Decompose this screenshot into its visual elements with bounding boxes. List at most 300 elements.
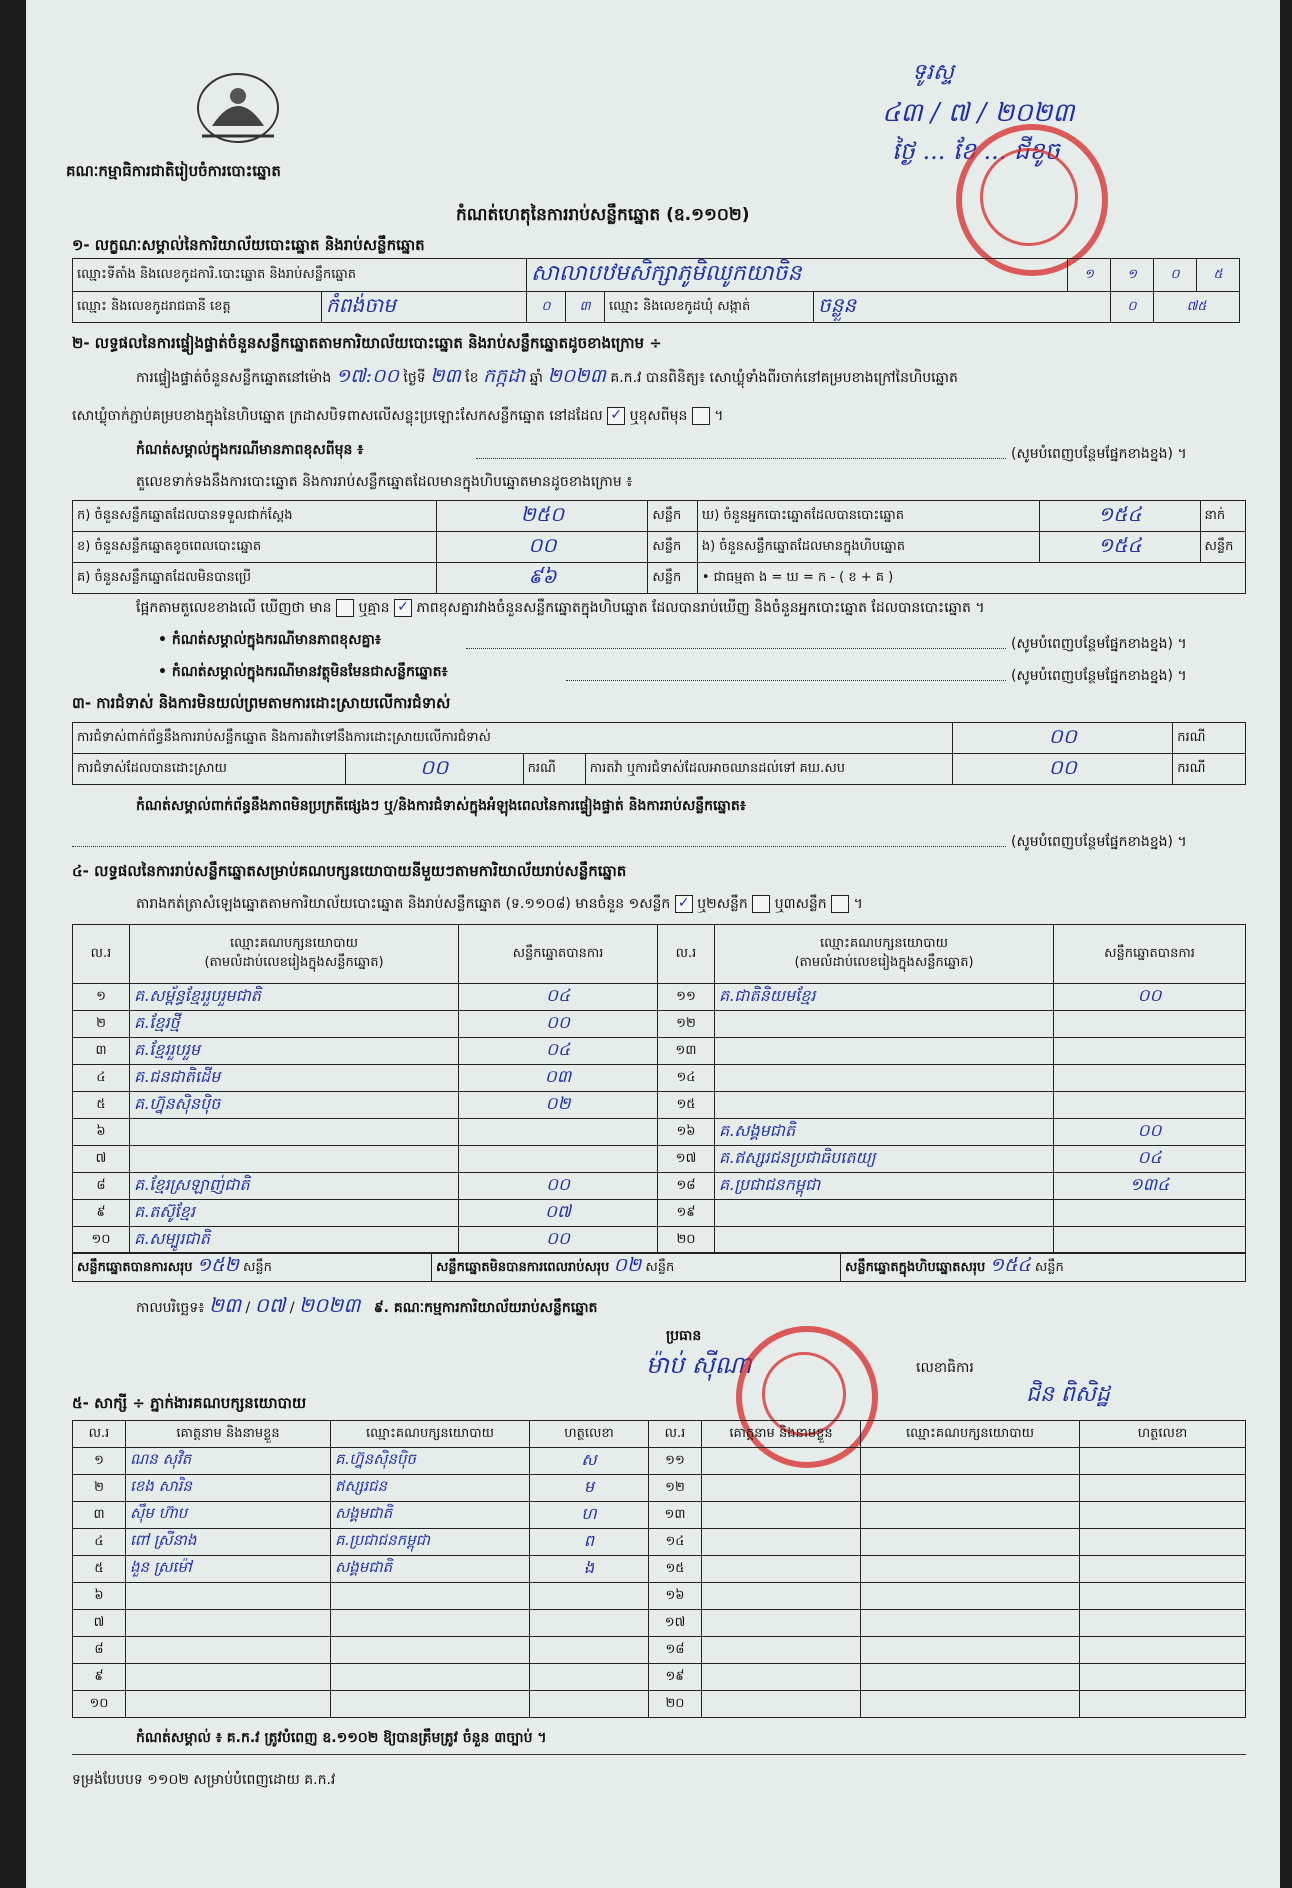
committee-name: គណៈកម្មាធិការជាតិរៀបចំការបោះឆ្នោត	[66, 162, 281, 180]
witness-signature	[1080, 1529, 1246, 1556]
total-valid-value: ១៥២	[196, 1254, 239, 1276]
witness-name	[702, 1610, 861, 1637]
check-time: ១៧:០០	[335, 365, 399, 387]
party-votes: ០០	[459, 1011, 658, 1038]
check-line-2-text: សោឃ្លុំចាក់ភ្ជាប់គម្របខាងក្នុងនៃហិបឆ្នោត ក្រដាសបិទពាសលើសន្លុះប្រឡោះសែកសន្លឹកឆ្នោត នៅដដែល	[72, 408, 603, 424]
check-day: ២៣	[430, 365, 461, 387]
unused-label: គ) ចំនួនសន្លឹកឆ្នោតដែលមិនបានប្រើ	[73, 563, 437, 594]
date-month: ០៧	[254, 1293, 286, 1317]
party-name: គ.ឥស្សរជនប្រជាធិបតេយ្យ	[715, 1146, 1054, 1173]
unused-unit: សន្លឹក	[648, 563, 697, 594]
witness-col-sign-left: ហត្ថលេខា	[530, 1421, 649, 1448]
party-name	[130, 1146, 459, 1173]
witness-name: ស៊ឹម ហ៊ាប	[126, 1502, 331, 1529]
party-votes: ១៣៤	[1054, 1173, 1246, 1200]
spoiled-value: ០០	[528, 533, 557, 557]
witness-col-party-left: ឈ្មោះគណបក្សនយោបាយ	[331, 1421, 530, 1448]
witness-party	[861, 1556, 1080, 1583]
party-votes: ០៤	[459, 984, 658, 1011]
witness-signature	[530, 1664, 649, 1691]
three-sheets-checkbox[interactable]	[831, 895, 849, 913]
date-label: កាលបរិច្ឆេទ៖	[136, 1300, 205, 1316]
party-number: ២	[73, 1011, 130, 1038]
votes-col-party-right-l2: (តាមលំដាប់លេខរៀងក្នុងសន្លឹកឆ្នោត)	[794, 955, 974, 970]
party-number: ១៣	[658, 1038, 715, 1065]
witness-signature	[1080, 1583, 1246, 1610]
votes-row	[73, 1011, 1246, 1038]
date-day: ២៣	[208, 1293, 242, 1317]
witness-number: ១៨	[649, 1637, 702, 1664]
witness-table	[72, 1420, 1246, 1718]
witness-party: សង្គមជាតិ	[331, 1556, 530, 1583]
province-code-1: ០	[541, 298, 551, 314]
party-votes	[1054, 1011, 1246, 1038]
party-votes	[1054, 1092, 1246, 1119]
party-name: គ.ជនជាតិដើម	[130, 1065, 459, 1092]
party-number: ៧	[73, 1146, 130, 1173]
witness-col-name-right: គោត្តនាម និងនាមខ្លួន	[702, 1421, 861, 1448]
party-name	[715, 1092, 1054, 1119]
two-sheets-label: ឬ២សន្លឹក	[697, 896, 748, 912]
province-label: ឈ្មោះ និងលេខកូដរាជធានី ខេត្ត	[73, 292, 322, 323]
party-number: ៤	[73, 1065, 130, 1092]
figures-table	[72, 500, 1246, 594]
witness-signature	[530, 1691, 649, 1718]
voters-label: ឃ) ចំនួនអ្នកបោះឆ្នោតដែលបានបោះឆ្នោត	[697, 501, 1039, 532]
witness-party	[331, 1583, 530, 1610]
compare-line	[136, 598, 985, 619]
form-title: កំណត់ហេតុនៃការរាប់សន្លឹកឆ្នោត (ឧ.១១០២)	[456, 205, 750, 225]
witness-number: ៦	[73, 1583, 126, 1610]
witness-number: ៧	[73, 1610, 126, 1637]
counting-committee-label: ៩. គណៈកម្មការការិយាល័យរាប់សន្លឹកឆ្នោត	[373, 1300, 598, 1316]
party-number: ១	[73, 984, 130, 1011]
date-year: ២០២៣	[298, 1293, 361, 1317]
party-number: ៥	[73, 1092, 130, 1119]
witness-number: ១៤	[649, 1529, 702, 1556]
witness-party	[861, 1637, 1080, 1664]
witness-number: ១៧	[649, 1610, 702, 1637]
section2-title: ២- លទ្ធផលនៃការផ្ទៀងផ្ទាត់ចំនួនសន្លឹកឆ្នោតតាមការិយាល័យបោះឆ្នោត និងរាប់សន្លឹកឆ្នោតដូចខាងក្រោម ÷	[72, 334, 662, 352]
total-box-unit: សន្លឹក	[1034, 1260, 1064, 1275]
witness-name	[126, 1583, 331, 1610]
party-name	[715, 1011, 1054, 1038]
witness-party: គ.ហ្វ៊ុនស៊ិនប៉ិច	[331, 1448, 530, 1475]
has-difference-checkbox[interactable]	[336, 599, 354, 617]
fill-back-note-2: (សូមបំពេញបន្ថែមផ្នែកខាងខ្នង) ។	[1011, 636, 1187, 652]
witness-row	[73, 1691, 1246, 1718]
party-number: ១១	[658, 984, 715, 1011]
check-line-1-rest: គ.ក.វ បានពិនិត្យ៖ សោឃ្លុំទាំងពីរចាក់នៅគម្របខាងក្រៅនៃហិបឆ្នោត	[610, 370, 958, 386]
witness-col-sign-right: ហត្ថលេខា	[1080, 1421, 1246, 1448]
spoiled-label: ខ) ចំនួនសន្លឹកឆ្នោតខូចពេលបោះឆ្នោត	[73, 532, 437, 563]
party-votes	[1054, 1038, 1246, 1065]
escalated-label: ការតវ៉ា ឬការជំទាស់ដែលអាចឈានដល់ទៅ គឃ.សប	[585, 754, 952, 785]
witness-number: ១០	[73, 1691, 126, 1718]
form-sheet	[26, 0, 1280, 1888]
resolved-unit: ករណី	[523, 754, 585, 785]
witness-signature	[1080, 1556, 1246, 1583]
party-number: ៣	[73, 1038, 130, 1065]
witness-col-name-left: គោត្តនាម និងនាមខ្លួន	[126, 1421, 331, 1448]
witness-row	[73, 1583, 1246, 1610]
witness-col-no-right: ល.រ	[649, 1421, 702, 1448]
total-valid-label: សន្លឹកឆ្នោតបានការសរុប	[77, 1260, 193, 1275]
party-votes	[459, 1146, 658, 1173]
party-name: គ.ប្រជាជនកម្ពុជា	[715, 1173, 1054, 1200]
witness-col-party-right: ឈ្មោះគណបក្សនយោបាយ	[861, 1421, 1080, 1448]
witness-party	[861, 1664, 1080, 1691]
party-name: គ.ហ្វ៊ុនស៊ិនប៉ិច	[130, 1092, 459, 1119]
witness-number: ១៣	[649, 1502, 702, 1529]
witness-signature: ម	[530, 1475, 649, 1502]
party-name	[715, 1065, 1054, 1092]
objections-label: ការជំទាស់ពាក់ព័ន្ធនឹងការរាប់សន្លឹកឆ្នោត និងការតវ៉ាទៅនឹងការដោះស្រាយលើការជំទាស់	[73, 723, 953, 754]
commune-code-2: ៧៥	[1186, 298, 1207, 314]
party-name: គ.ខ្មែរថ្មី	[130, 1011, 459, 1038]
tally-sheets-line: តារាងកត់ត្រាសំឡេងឆ្នោតតាមការិយាល័យបោះឆ្នោត និងរាប់សន្លឹកឆ្នោត (ទ.១១០៨) មានចំនួន ១សន្លឹក ✓ ឬ២សន្លឹក ឬ៣សន្លឹក ។	[136, 895, 863, 912]
witness-name	[702, 1448, 861, 1475]
party-votes: ០៤	[459, 1038, 658, 1065]
figures-intro: តួលេខទាក់ទងនឹងការបោះឆ្នោត និងការរាប់សន្លឹកឆ្នោតដែលមានក្នុងហិបឆ្នោតមានដូចខាងក្រោម ៖	[136, 474, 633, 490]
witness-party	[331, 1664, 530, 1691]
section4-title: ៤- លទ្ធផលនៃការរាប់សន្លឹកឆ្នោតសម្រាប់គណបក្សនយោបាយនីមួយៗតាមការិយាល័យរាប់សន្លឹកឆ្នោត	[72, 862, 627, 880]
party-votes	[1054, 1227, 1246, 1254]
party-votes: ០០	[459, 1173, 658, 1200]
check-time-label: ការផ្ទៀងផ្ទាត់ចំនួនសន្លឹកឆ្នោតនៅម៉ោង	[136, 370, 332, 386]
witness-number: ១	[73, 1448, 126, 1475]
tally-sheets-text: តារាងកត់ត្រាសំឡេងឆ្នោតតាមការិយាល័យបោះឆ្នោត និងរាប់សន្លឹកឆ្នោត (ទ.១១០៨) មានចំនួន ១សន្លឹក	[136, 896, 671, 912]
witness-signature	[1080, 1664, 1246, 1691]
witness-name	[702, 1529, 861, 1556]
party-name	[715, 1227, 1054, 1254]
votes-row	[73, 1173, 1246, 1200]
check-year-label: ឆ្នាំ	[529, 370, 543, 386]
witness-name	[702, 1664, 861, 1691]
witness-number: ៥	[73, 1556, 126, 1583]
party-number: ១៩	[658, 1200, 715, 1227]
votes-row	[73, 1065, 1246, 1092]
party-number: ២០	[658, 1227, 715, 1254]
witness-signature: ហ	[530, 1502, 649, 1529]
different-checkbox[interactable]	[692, 407, 710, 425]
total-invalid-value: ០២	[613, 1254, 642, 1276]
votes-col-no-right: ល.រ	[658, 925, 715, 984]
witness-signature: ព	[530, 1529, 649, 1556]
witness-signature	[530, 1610, 649, 1637]
in-box-label: ង) ចំនួនសន្លឹកឆ្នោតដែលមានក្នុងហិបឆ្នោត	[697, 532, 1039, 563]
section1-title: ១- លក្ខណៈសម្គាល់នៃការិយាល័យបោះឆ្នោត និងរាប់សន្លឹកឆ្នោត	[72, 236, 425, 254]
station-code-3: ០	[1170, 266, 1180, 282]
handwritten-note-1: ទូរស្ទ	[912, 60, 954, 85]
witness-signature	[1080, 1502, 1246, 1529]
handwritten-note-3: ថ្ងៃ ... ខែ ... ជីខូច	[892, 137, 1060, 165]
check-month-label: ខែ	[465, 370, 479, 386]
note-foreign-line	[566, 680, 1006, 681]
check-month: កក្កដា	[482, 365, 526, 387]
formula: • ជាធម្មតា ង = ឃ = ក - ( ខ + គ )	[697, 563, 1245, 594]
no-difference-checkbox[interactable]: ✓	[394, 599, 412, 617]
resolved-value: ០០	[420, 755, 449, 779]
total-invalid-cell	[432, 1253, 841, 1282]
commune-label: ឈ្មោះ និងលេខកូដឃុំ សង្កាត់	[605, 292, 814, 323]
signing-date: កាលបរិច្ឆេទ៖ ២៣ / ០៧ / ២០២៣ ៩. គណៈកម្មការការិយាល័យរាប់សន្លឹកឆ្នោត	[136, 1293, 598, 1317]
party-number: ១៦	[658, 1119, 715, 1146]
party-votes: ០០	[459, 1227, 658, 1254]
commune-value: ចន្លួន	[818, 293, 857, 317]
witness-name	[702, 1637, 861, 1664]
in-box-value: ១៥៤	[1098, 533, 1142, 557]
witness-number: ៨	[73, 1637, 126, 1664]
party-number: ១៨	[658, 1173, 715, 1200]
witness-signature	[1080, 1691, 1246, 1718]
votes-row	[73, 1200, 1246, 1227]
secretary-label: លេខាធិការ	[916, 1360, 974, 1376]
escalated-value: ០០	[1048, 755, 1077, 779]
party-number: ៨	[73, 1173, 130, 1200]
witness-row	[73, 1448, 1246, 1475]
note-mismatch-label: • កំណត់សម្គាល់ក្នុងករណីមានភាពខុសគ្នា៖	[158, 632, 382, 648]
witness-name: ងួន ស្រម៉ៅ	[126, 1556, 331, 1583]
party-name: គ.ខ្មែរស្រឡាញ់ជាតិ	[130, 1173, 459, 1200]
fill-back-note-4: (សូមបំពេញបន្ថែមផ្នែកខាងខ្នង) ។	[1011, 834, 1187, 850]
witness-signature	[1080, 1475, 1246, 1502]
witness-number: ៣	[73, 1502, 126, 1529]
section3-title: ៣- ការជំទាស់ និងការមិនយល់ព្រមតាមការដោះស្រាយលើការជំទាស់	[72, 694, 451, 712]
irregularity-line	[72, 846, 1006, 847]
votes-table	[72, 924, 1246, 1254]
party-votes	[1054, 1200, 1246, 1227]
votes-row	[73, 1227, 1246, 1254]
fill-back-note-3: (សូមបំពេញបន្ថែមផ្នែកខាងខ្នង) ។	[1011, 668, 1187, 684]
total-valid-unit: សន្លឹក	[243, 1260, 272, 1275]
compare-has-label: ផ្អែកតាមតួលេខខាងលើ ឃើញថា មាន	[136, 600, 332, 616]
witness-number: ២	[73, 1475, 126, 1502]
party-votes	[1054, 1065, 1246, 1092]
witness-number: ១២	[649, 1475, 702, 1502]
witness-name	[702, 1556, 861, 1583]
station-value: សាលាបឋមសិក្សាភូមិឈូកយាចិន	[531, 261, 802, 286]
note-difference-label: កំណត់សម្គាល់ក្នុងករណីមានភាពខុសពីមុន ៖	[136, 442, 364, 458]
witness-party: សង្គមជាតិ	[331, 1502, 530, 1529]
witness-col-no-left: ល.រ	[73, 1421, 126, 1448]
witness-row	[73, 1637, 1246, 1664]
witness-number: ៤	[73, 1529, 126, 1556]
section1-table	[72, 258, 1240, 323]
witness-row	[73, 1502, 1246, 1529]
witness-signature: ស	[530, 1448, 649, 1475]
official-stamp-top-inner	[980, 148, 1078, 246]
handwritten-note-2: ៤៣ / ៧ / ២០២៣	[882, 98, 1075, 128]
resolved-label: ការជំទាស់ដែលបានដោះស្រាយ	[73, 754, 346, 785]
total-invalid-unit: សន្លឹក	[645, 1260, 675, 1275]
witness-party	[861, 1610, 1080, 1637]
objections-unit: ករណី	[1173, 723, 1246, 754]
witness-name	[702, 1502, 861, 1529]
commune-code-1: ០	[1127, 298, 1137, 314]
votes-col-party-left-l2: (តាមលំដាប់លេខរៀងក្នុងសន្លឹកឆ្នោត)	[204, 955, 384, 970]
party-votes: ០០	[1054, 1119, 1246, 1146]
irregularity-note: កំណត់សម្គាល់ពាក់ព័ន្ធនឹងភាពមិនប្រក្រតីផ្សេងៗ ឬ/និងការជំទាស់ក្នុងអំឡុងពេលនៃការផ្ទៀងផ្ទាត់ និងការរាប់សន្លឹកឆ្នោត៖	[136, 798, 746, 814]
fill-back-note-1: (សូមបំពេញបន្ថែមផ្នែកខាងខ្នង) ។	[1011, 446, 1187, 462]
compare-rest: ភាពខុសគ្នារវាងចំនួនសន្លឹកឆ្នោតក្នុងហិបឆ្នោត ដែលបានរាប់ឃើញ និងចំនួនអ្នកបោះឆ្នោត ដែលបានបោះឆ្នោត ។	[416, 600, 985, 616]
one-sheet-checkbox[interactable]: ✓	[675, 895, 693, 913]
note-difference-line	[476, 458, 1006, 459]
station-code-4: ៥	[1213, 266, 1223, 282]
unused-value: ៩៦	[528, 564, 557, 588]
witness-name	[126, 1691, 331, 1718]
in-box-unit: សន្លឹក	[1200, 532, 1245, 563]
party-name: គ.ខ្មែររួបរួម	[130, 1038, 459, 1065]
total-invalid-label: សន្លឹកឆ្នោតមិនបានការពេលរាប់សរុប	[436, 1260, 610, 1275]
check-line-1	[136, 364, 958, 392]
witness-row	[73, 1475, 1246, 1502]
witness-number: ៩	[73, 1664, 126, 1691]
party-number: ៩	[73, 1200, 130, 1227]
province-code-2: ៣	[579, 298, 591, 314]
station-code-1: ១	[1084, 266, 1094, 282]
check-line-2: សោឃ្លុំចាក់ភ្ជាប់គម្របខាងក្នុងនៃហិបឆ្នោត ក្រដាសបិទពាសលើសន្លុះប្រឡោះសែកសន្លឹកឆ្នោត នៅដដែល ✓ ឬខុសពីមុន ។	[72, 407, 724, 424]
three-sheets-label: ឬ៣សន្លឹក	[774, 896, 827, 912]
station-label: ឈ្មោះទីតាំង និងលេខកូដការិ.បោះឆ្នោត និងរាប់សន្លឹកឆ្នោត	[73, 259, 527, 292]
witness-name: ខេង សារិន	[126, 1475, 331, 1502]
witness-party: ឥស្សរជន	[331, 1475, 530, 1502]
witness-party	[331, 1691, 530, 1718]
received-value: ២៥០	[520, 502, 565, 526]
witness-signature	[1080, 1448, 1246, 1475]
witness-name: ពៅ ស្រីនាង	[126, 1529, 331, 1556]
check-day-label: ថ្ងៃទី	[403, 370, 426, 386]
two-sheets-checkbox[interactable]	[752, 895, 770, 913]
total-box-value: ១៥៤	[989, 1254, 1031, 1276]
witness-name	[702, 1583, 861, 1610]
witness-party	[861, 1583, 1080, 1610]
witness-number: ១៥	[649, 1556, 702, 1583]
total-box-label: សន្លឹកឆ្នោតក្នុងហិបឆ្នោតសរុប	[845, 1260, 986, 1275]
witness-signature	[1080, 1610, 1246, 1637]
witness-row	[73, 1556, 1246, 1583]
note-foreign-label: • កំណត់សម្គាល់ក្នុងករណីមានវត្ថុមិនមែនជាសន្លឹកឆ្នោត៖	[158, 664, 448, 680]
witness-party	[331, 1637, 530, 1664]
witness-name	[126, 1664, 331, 1691]
votes-row	[73, 984, 1246, 1011]
party-number: ១៧	[658, 1146, 715, 1173]
votes-row	[73, 1038, 1246, 1065]
witness-name	[702, 1691, 861, 1718]
party-number: ១៤	[658, 1065, 715, 1092]
witness-party: គ.ប្រជាជនកម្ពុជា	[331, 1529, 530, 1556]
received-label: ក) ចំនួនសន្លឹកឆ្នោតដែលបានទទួលជាក់ស្ដែង	[73, 501, 437, 532]
party-votes: ០២	[459, 1092, 658, 1119]
witness-row	[73, 1529, 1246, 1556]
witness-name: ណន សុវិត	[126, 1448, 331, 1475]
witness-number: ២០	[649, 1691, 702, 1718]
party-number: ១០	[73, 1227, 130, 1254]
chair-label: ប្រធាន	[666, 1328, 702, 1344]
votes-col-votes-right: សន្លឹកឆ្នោតបានការ	[1054, 925, 1246, 984]
spoiled-unit: សន្លឹក	[648, 532, 697, 563]
party-name	[715, 1200, 1054, 1227]
witness-name	[126, 1637, 331, 1664]
nec-emblem-icon	[182, 66, 294, 150]
votes-col-party-right	[715, 925, 1054, 984]
party-number: ៦	[73, 1119, 130, 1146]
different-label: ឬខុសពីមុន	[629, 408, 688, 424]
witness-party	[861, 1691, 1080, 1718]
voters-value: ១៥៤	[1098, 502, 1142, 526]
party-name: គ.សម្បូរជាតិ	[130, 1227, 459, 1254]
witness-party	[331, 1610, 530, 1637]
footer-divider	[72, 1754, 1246, 1755]
votes-col-no-left: ល.រ	[73, 925, 130, 984]
total-valid-cell	[73, 1253, 432, 1282]
votes-col-votes-left: សន្លឹកឆ្នោតបានការ	[459, 925, 658, 984]
party-name	[715, 1038, 1054, 1065]
party-name: គ.ជាតិនិយមខ្មែរ	[715, 984, 1054, 1011]
witness-signature	[530, 1637, 649, 1664]
witness-row	[73, 1664, 1246, 1691]
province-value: កំពង់ចាម	[326, 293, 396, 317]
party-votes	[459, 1119, 658, 1146]
witness-number: ១៩	[649, 1664, 702, 1691]
witness-number: ១១	[649, 1448, 702, 1475]
party-name: គ.សម្ព័ន្ធខ្មែររួបរួមជាតិ	[130, 984, 459, 1011]
witness-party	[861, 1529, 1080, 1556]
witness-signature	[1080, 1637, 1246, 1664]
station-code-2: ១	[1127, 266, 1137, 282]
party-name	[130, 1119, 459, 1146]
party-votes: ០៤	[1054, 1146, 1246, 1173]
votes-row	[73, 1146, 1246, 1173]
party-votes: ០៣	[459, 1065, 658, 1092]
same-checkbox[interactable]: ✓	[607, 407, 625, 425]
party-votes: ០៧	[459, 1200, 658, 1227]
secretary-signature: ជិន ពិសិដ្ឋ	[1026, 1382, 1110, 1407]
objections-value: ០០	[1048, 724, 1077, 748]
received-unit: សន្លឹក	[648, 501, 697, 532]
party-number: ១៥	[658, 1092, 715, 1119]
votes-col-party-left-l1: ឈ្មោះគណបក្សនយោបាយ	[230, 936, 358, 951]
chair-signature: ម៉ាប់ ស៊ីណា	[646, 1351, 752, 1379]
witness-party	[861, 1502, 1080, 1529]
party-number: ១២	[658, 1011, 715, 1038]
witness-name	[126, 1610, 331, 1637]
footer-form-note: ទម្រង់បែបបទ ១១០២ សម្រាប់បំពេញដោយ គ.ក.វ	[72, 1772, 336, 1788]
check-year: ២០២៣	[547, 365, 606, 387]
party-name: គ.តស៊ូខ្មែរ	[130, 1200, 459, 1227]
voters-unit: នាក់	[1200, 501, 1245, 532]
party-votes: ០០	[1054, 984, 1246, 1011]
witness-row	[73, 1610, 1246, 1637]
compare-none-label: ឬគ្មាន	[358, 600, 390, 616]
party-name: គ.សង្គមជាតិ	[715, 1119, 1054, 1146]
note-mismatch-line	[466, 648, 1006, 649]
footer-note: កំណត់សម្គាល់ ៖ គ.ក.វ ត្រូវបំពេញ ឧ.១១០២ ឱ្យបានត្រឹមត្រូវ ចំនួន ៣ច្បាប់ ។	[136, 1730, 547, 1746]
witness-name	[702, 1475, 861, 1502]
total-box-cell	[841, 1253, 1246, 1282]
votes-col-party-left	[130, 925, 459, 984]
totals-table	[72, 1252, 1246, 1282]
escalated-unit: ករណី	[1173, 754, 1246, 785]
witness-party	[861, 1475, 1080, 1502]
witness-signature	[530, 1583, 649, 1610]
objections-table	[72, 722, 1246, 785]
votes-row	[73, 1092, 1246, 1119]
section5-title: ៥- សាក្សី ÷ ភ្នាក់ងារគណបក្សនយោបាយ	[72, 1394, 307, 1412]
votes-col-party-right-l1: ឈ្មោះគណបក្សនយោបាយ	[820, 936, 948, 951]
witness-signature: ង	[530, 1556, 649, 1583]
votes-row	[73, 1119, 1246, 1146]
